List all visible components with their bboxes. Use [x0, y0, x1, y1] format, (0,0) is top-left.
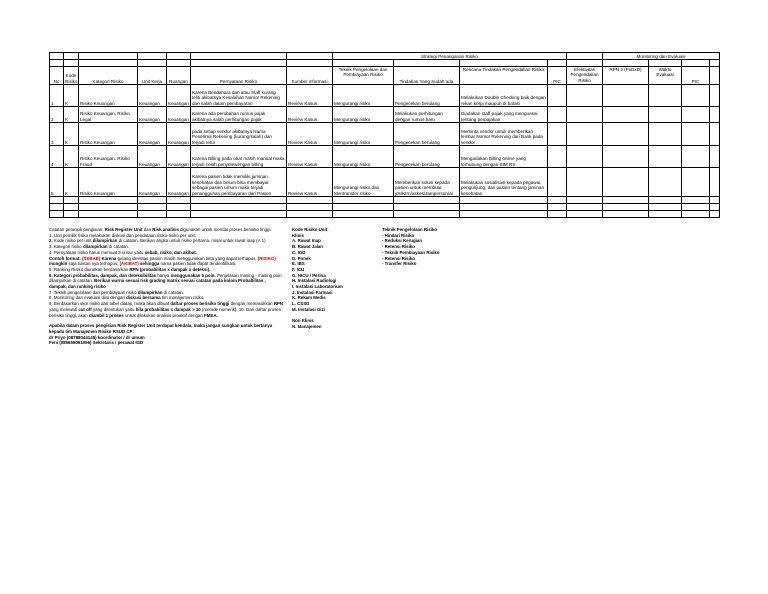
cell-tindakan-sudah: Pengecekan berulang — [394, 85, 460, 107]
cell-kode: K — [64, 146, 79, 168]
teknik-title: Teknik Pengelolaan Risiko — [382, 227, 438, 232]
cell-rencana: Melakukan Double Checking baik dengan rekan kerja maupun di batasi — [460, 85, 548, 107]
cell-teknik: Mengurangi risiko — [333, 146, 394, 168]
kode-unit-title: Kode Risiko Unit: — [292, 227, 329, 232]
kode-unit-item: H. Instalasi Radiologi — [292, 278, 337, 284]
cell-ruangan: Keuangan — [167, 107, 191, 123]
header-ruangan: Ruangan — [167, 67, 191, 85]
cell-sumber: Review Kasus — [287, 85, 333, 107]
monitoring-group-header: Monitoring dan Evaluasi — [603, 53, 720, 60]
cell-kategori: Risiko Keuangan, Risiko Legal — [79, 107, 138, 123]
kode-unit-item: K. Rekam Medis — [292, 295, 326, 301]
blank-row — [50, 211, 720, 218]
table-row — [50, 168, 720, 197]
header-efektivitas: Efektivitas Pengendalian Risiko — [567, 67, 603, 85]
cell-kode: K — [64, 123, 79, 146]
cell-kategori: Risiko Keuangan — [79, 168, 138, 197]
cell-no: 2 — [50, 107, 64, 123]
contact-1: dr Priyo (08788044145) koordinator / dr umum — [49, 334, 145, 340]
cell-no: 5 — [50, 168, 64, 197]
cell-tindakan-sudah: Pengecekan berulang — [394, 146, 460, 168]
kode-unit-item: A. Rawat Inap — [292, 238, 321, 244]
kode-unit-item: D. Ponek — [292, 255, 311, 261]
cell-tindakan-sudah: Memberikan solusi kepada pasien untuk membuat jds/Ktrn/askes/Jamperson/al — [394, 168, 460, 197]
kode-unit-item: Klinis — [292, 232, 304, 238]
instructions-column — [49, 227, 284, 346]
cell-tindakan-sudah: Pengecekan berulang — [394, 123, 460, 146]
cell-pernyataan: Karena pasien tidak memiliki jaminan kesehatan dan belum bisa membayar sebagai pasien umum maka terjadi penangguhan pembayaran dari Pasien — [191, 168, 287, 197]
header-kode: Kode Risiko — [64, 67, 79, 85]
header-teknik: Teknik Pengelolaan dan Pembiayaan Risiko — [333, 67, 394, 85]
strategi-group-header: Strategi Penanganan Risiko — [333, 53, 567, 60]
header-no: No — [50, 67, 64, 85]
kode-unit-item: C. IGD — [292, 249, 306, 255]
cell-unit: Keuangan — [138, 107, 167, 123]
register-grid — [49, 52, 720, 218]
header-tindakan-sudah: Tindakan Yang Sudah ada — [394, 67, 460, 85]
risk-register-table — [49, 52, 719, 218]
kode-unit-item: J. Instalasi Farmasi — [292, 289, 333, 295]
cell-no: 4 — [50, 146, 64, 168]
contact-intro: Apabila dalam proses pengisian Risk Register Unit terdapat kendala, maka jangan sungkan untuk bertanya kepada tim Manajemen Risiko RSUD CP: — [49, 323, 273, 334]
instruction-8: 8. Monitoring dan evaluasi diisi dengan diskusi bersama tim manajemen risiko. — [49, 295, 205, 301]
header-sumber: Sumber informasi — [287, 67, 333, 85]
kode-unit-item: M. Instalasi Gizi — [292, 306, 325, 312]
cell-sumber: Review Kasus — [287, 123, 333, 146]
cell-ruangan: Keuangan — [167, 123, 191, 146]
cell-no: 3 — [50, 123, 64, 146]
header-pic2: PIC — [682, 67, 710, 85]
kode-unit-item: G. NICU / Perina — [292, 272, 326, 278]
teknik-item: - Transfer Risiko — [382, 261, 417, 267]
cell-ruangan: Keuangan — [167, 85, 191, 107]
cell-teknik: Mengurangi risiko — [333, 85, 394, 107]
cell-ruangan: Keuangan — [167, 168, 191, 197]
blank-row — [50, 60, 720, 67]
cell-sumber: Review Kasus — [287, 146, 333, 168]
teknik-item: - Hindari Risiko — [382, 232, 415, 238]
kode-unit-item: L. CSSD — [292, 301, 310, 307]
cell-ruangan: Keuangan — [167, 146, 191, 168]
cell-unit: Keuangan — [138, 85, 167, 107]
instruction-3: 3. Kategori risiko dilampirkan di catatan. — [49, 244, 130, 250]
header-kategori: Kategori Risiko — [79, 67, 138, 85]
contact-2: Feni (085659091096) Sekretaris / perawat IGD — [49, 340, 144, 346]
cell-kategori: Risiko Keuangan — [79, 85, 138, 107]
cell-pernyataan: Karena Billing pada obat masih manual maka terjadi celah penyelewengan billing — [191, 146, 287, 168]
cell-teknik: Mengurangi risiko — [333, 107, 394, 123]
cell-kategori: Risiko Keuangan — [79, 123, 138, 146]
cell-kategori: Risiko Keuangan, Risiko Fraud — [79, 146, 138, 168]
cell-sumber: Review Kasus — [287, 107, 333, 123]
table-row — [50, 107, 720, 123]
kode-unit-item: I. Instalasi Laboratorium — [292, 284, 343, 290]
cell-unit: Keuangan — [138, 123, 167, 146]
header-rpn: RPN 2 (PxDxD) — [603, 67, 649, 85]
cell-kode: K — [64, 85, 79, 107]
kode-unit-item: Non Klinis — [292, 318, 314, 324]
blank-row — [50, 197, 720, 204]
cell-rencana: Diadakan staff pajak yang menguasai tentang perpajakan — [460, 107, 548, 123]
blank-row — [50, 204, 720, 211]
cell-pernyataan: pada setiap vendor akibatnya Nama Penerima Rekening (kurang/salah) dan terjadi retur — [191, 123, 287, 146]
cell-tindakan-sudah: Melakukan perhitungan dengan rumus baru — [394, 107, 460, 123]
header-rencana: Rencana Tindakan Pengendalian Risiko — [460, 67, 548, 85]
instruction-9: 9. Berdasarkan skor risiko dari tabel diatas, maka akan dibuat daftar proses berisiko tinggi dengan memasukkan RPN yang melewati cut off yang ditentukan yaitu bila probabilitas x dampak > 10 (metode numerik). 10. Dari daftar proses berisiko tinggi, akan diambil 1 proses untuk dilakukan analisis proaktif dengan FMEA. — [49, 301, 284, 318]
table-row — [50, 146, 720, 168]
header-row — [50, 67, 720, 85]
blank-row — [50, 53, 720, 60]
header-pernyataan: Pernyataan Risiko — [191, 67, 287, 85]
instruction-2: 2. Kode risiko per unit dilampirkan di catatan. Berikan angka untuk risiko pertama, misal untuk rawat inap (A 1) — [49, 238, 266, 244]
instruction-7: 7. Teknik pengelolaan dan pembiayaan risiko dilampirkan di catatan. — [49, 289, 184, 295]
instruction-6: 6. Kategori probabilitas, dampak, dan deteksibilitas hanya menggunakan 5 poin. Penjelasan masing - masing poin dilampirkan di catatan. Berikan warna sesuai risk grading matrix sesuai catatan pada kolom Probabilitas , dampak, dan ranking risiko — [49, 272, 282, 290]
teknik-item: - Retensi Risiko — [382, 244, 415, 250]
cell-no: 1 — [50, 85, 64, 107]
header-waktu: Waktu Evaluasi — [649, 67, 682, 85]
cell-pernyataan: Karena ada perubahan rumus pajak akibatnya salah perhitungan pajak — [191, 107, 287, 123]
kode-unit-item: F. ICU — [292, 266, 305, 272]
table-row — [50, 123, 720, 146]
header-pic: PIC — [548, 67, 567, 85]
header-unit: Unit Kerja — [138, 67, 167, 85]
cell-unit: Keuangan — [138, 168, 167, 197]
cell-rencana: Melakukan sosialisasi kepada pegawai, pengunjung, dan pasien tentang jaminan kesehatan. — [460, 168, 548, 197]
cell-sumber: Review Kasus — [287, 168, 333, 197]
kode-unit-item: N. Manajemen — [292, 323, 322, 329]
cell-teknik: Mengurangi risiko dan Mentransfer risiko — [333, 168, 394, 197]
cell-unit: Keuangan — [138, 146, 167, 168]
table-row — [50, 85, 720, 107]
kode-unit-item: E. IBS — [292, 261, 305, 267]
instruction-5: 5. Ranking Risiko diurutkan berdasarkan RPN (probabilitas x dampak x deteksi). — [49, 266, 211, 272]
kode-unit-column — [292, 227, 372, 330]
cell-kode: K — [64, 107, 79, 123]
cell-rencana: Meminta vendor untuk memberikan lembar Nomor Rekening dari Bank pada vendor — [460, 123, 548, 146]
cell-rencana: Mengadakan Billing online yang terhubung dengan SIM RS — [460, 146, 548, 168]
instruction-1: 1. Unit pemilik risiko melakukan diskusi dan pendataan risiko-risiko per unit. — [49, 232, 196, 238]
cell-kode: K — [64, 168, 79, 197]
instruction-example: Contoh format: (SEBAB) Karena gelang identitas pasien masih menggunakan tinta yang dapat terhapus, (RISIKO) mungkin saja tulisan nya terhapus, (AKIBAT) sehingga nama pasien tidak dapat teridentifikasi. — [49, 255, 276, 267]
cell-pernyataan: Karena Bendahara dan atau Staff kurang teliti akibatnya Kesalahan Nomor Rekening dan salah dalam pembayaran — [191, 85, 287, 107]
cell-teknik: Mengurangi risiko — [333, 123, 394, 146]
instruction-4: 4. Pernyataan risiko harus memuat 3 unsur yaitu sebab, risiko, dan akibat. — [49, 249, 197, 255]
teknik-item: - Retensi Risiko — [382, 255, 415, 261]
kode-unit-item: B. Rawat Jalan — [292, 244, 323, 250]
instructions-intro: Catatan petunjuk pengisian: Risk Register Unit dan Risk analisis digunakan untuk mendai proses berisiko tinggi. — [49, 227, 272, 232]
teknik-column — [382, 227, 472, 267]
teknik-item: - Reduksi Kerugian — [382, 238, 423, 244]
teknik-item: - Teknik Pembiayaan Risiko — [382, 249, 440, 255]
